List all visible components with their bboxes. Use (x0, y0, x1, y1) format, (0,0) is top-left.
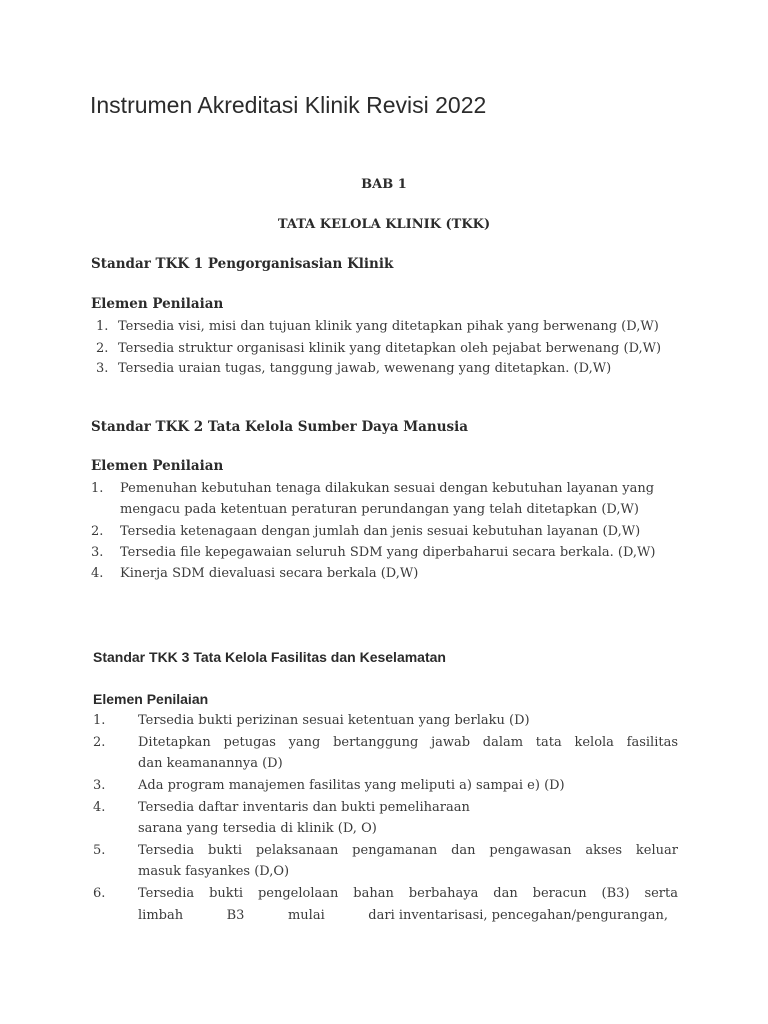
section3-item-3-text: Ada program manajemen fasilitas yang meliputi a) sampai e) (D) (138, 778, 565, 793)
section3-item-2-text: Ditetapkan petugas yang bertanggung jawab dalam tata kelola fasilitas (138, 735, 678, 750)
section2-item-4-text: Kinerja SDM dievaluasi secara berkala (D,W) (120, 566, 419, 581)
section2-item-1-number: 1. (91, 481, 104, 496)
section3-item-1-number: 1. (93, 713, 106, 728)
section1-item-3-text: Tersedia uraian tugas, tanggung jawab, wewenang yang ditetapkan. (D,W) (118, 361, 612, 376)
section1-item-2-text: Tersedia struktur organisasi klinik yang ditetapkan oleh pejabat berwenang (D,W) (118, 341, 662, 356)
section3-item-5-number: 5. (93, 843, 106, 858)
section3-item-4-continuation: sarana yang tersedia di klinik (D, O) (138, 821, 377, 836)
section1-subheading: Elemen Penilaian (91, 296, 224, 312)
section2-item-3-number: 3. (91, 545, 104, 560)
section1-item-1-number: 1. (96, 319, 109, 334)
section3-item-2-number: 2. (93, 735, 106, 750)
section2-item-2-text: Tersedia ketenagaan dengan jumlah dan jenis sesuai kebutuhan layanan (D,W) (120, 524, 641, 539)
section3-item-6-number: 6. (93, 886, 106, 901)
continuation-word: B3 (226, 908, 245, 923)
continuation-word: dari inventarisasi, pencegahan/pengurangan, (368, 908, 668, 923)
section3-item-5-continuation: masuk fasyankes (D,O) (138, 864, 290, 879)
document-title: Instrumen Akreditasi Klinik Revisi 2022 (90, 92, 487, 118)
section2-item-1-continuation: mengacu pada ketentuan peraturan perundangan yang telah ditetapkan (D,W) (120, 502, 639, 517)
section3-item-6-text: Tersedia bukti pengelolaan bahan berbahaya dan beracun (B3) serta (138, 886, 678, 901)
continuation-word: mulai (287, 908, 325, 923)
section1-item-1-text: Tersedia visi, misi dan tujuan klinik yang ditetapkan pihak yang berwenang (D,W) (118, 319, 659, 334)
section3-item-4-text: Tersedia daftar inventaris dan bukti pemeliharaan (138, 800, 470, 815)
section3-item-5-text: Tersedia bukti pelaksanaan pengamanan dan pengawasan akses keluar (138, 843, 678, 858)
section1-item-3-number: 3. (96, 361, 109, 376)
section3-subheading: Elemen Penilaian (93, 691, 209, 707)
bab-label: BAB 1 (361, 177, 407, 192)
section3-item-2-continuation: dan keamanannya (D) (138, 756, 283, 771)
section2-item-1-text: Pemenuhan kebutuhan tenaga dilakukan sesuai dengan kebutuhan layanan yang (120, 481, 655, 496)
section1-heading: Standar TKK 1 Pengorganisasian Klinik (91, 256, 394, 272)
section3-item-1-text: Tersedia bukti perizinan sesuai ketentuan yang berlaku (D) (138, 713, 530, 728)
section2-item-4-number: 4. (91, 566, 104, 581)
section2-item-3-text: Tersedia file kepegawaian seluruh SDM yang diperbaharui secara berkala. (D,W) (120, 545, 656, 560)
section2-heading: Standar TKK 2 Tata Kelola Sumber Daya Manusia (91, 419, 469, 435)
continuation-word: limbah (138, 908, 184, 923)
section2-item-2-number: 2. (91, 524, 104, 539)
section1-item-2-number: 2. (96, 341, 109, 356)
section3-item-3-number: 3. (93, 778, 106, 793)
section3-item-4-number: 4. (93, 800, 106, 815)
section3-item-6-continuation (138, 908, 668, 923)
section3-heading: Standar TKK 3 Tata Kelola Fasilitas dan Keselamatan (93, 649, 446, 665)
bab-title: TATA KELOLA KLINIK (TKK) (277, 217, 491, 232)
section2-subheading: Elemen Penilaian (91, 458, 224, 474)
